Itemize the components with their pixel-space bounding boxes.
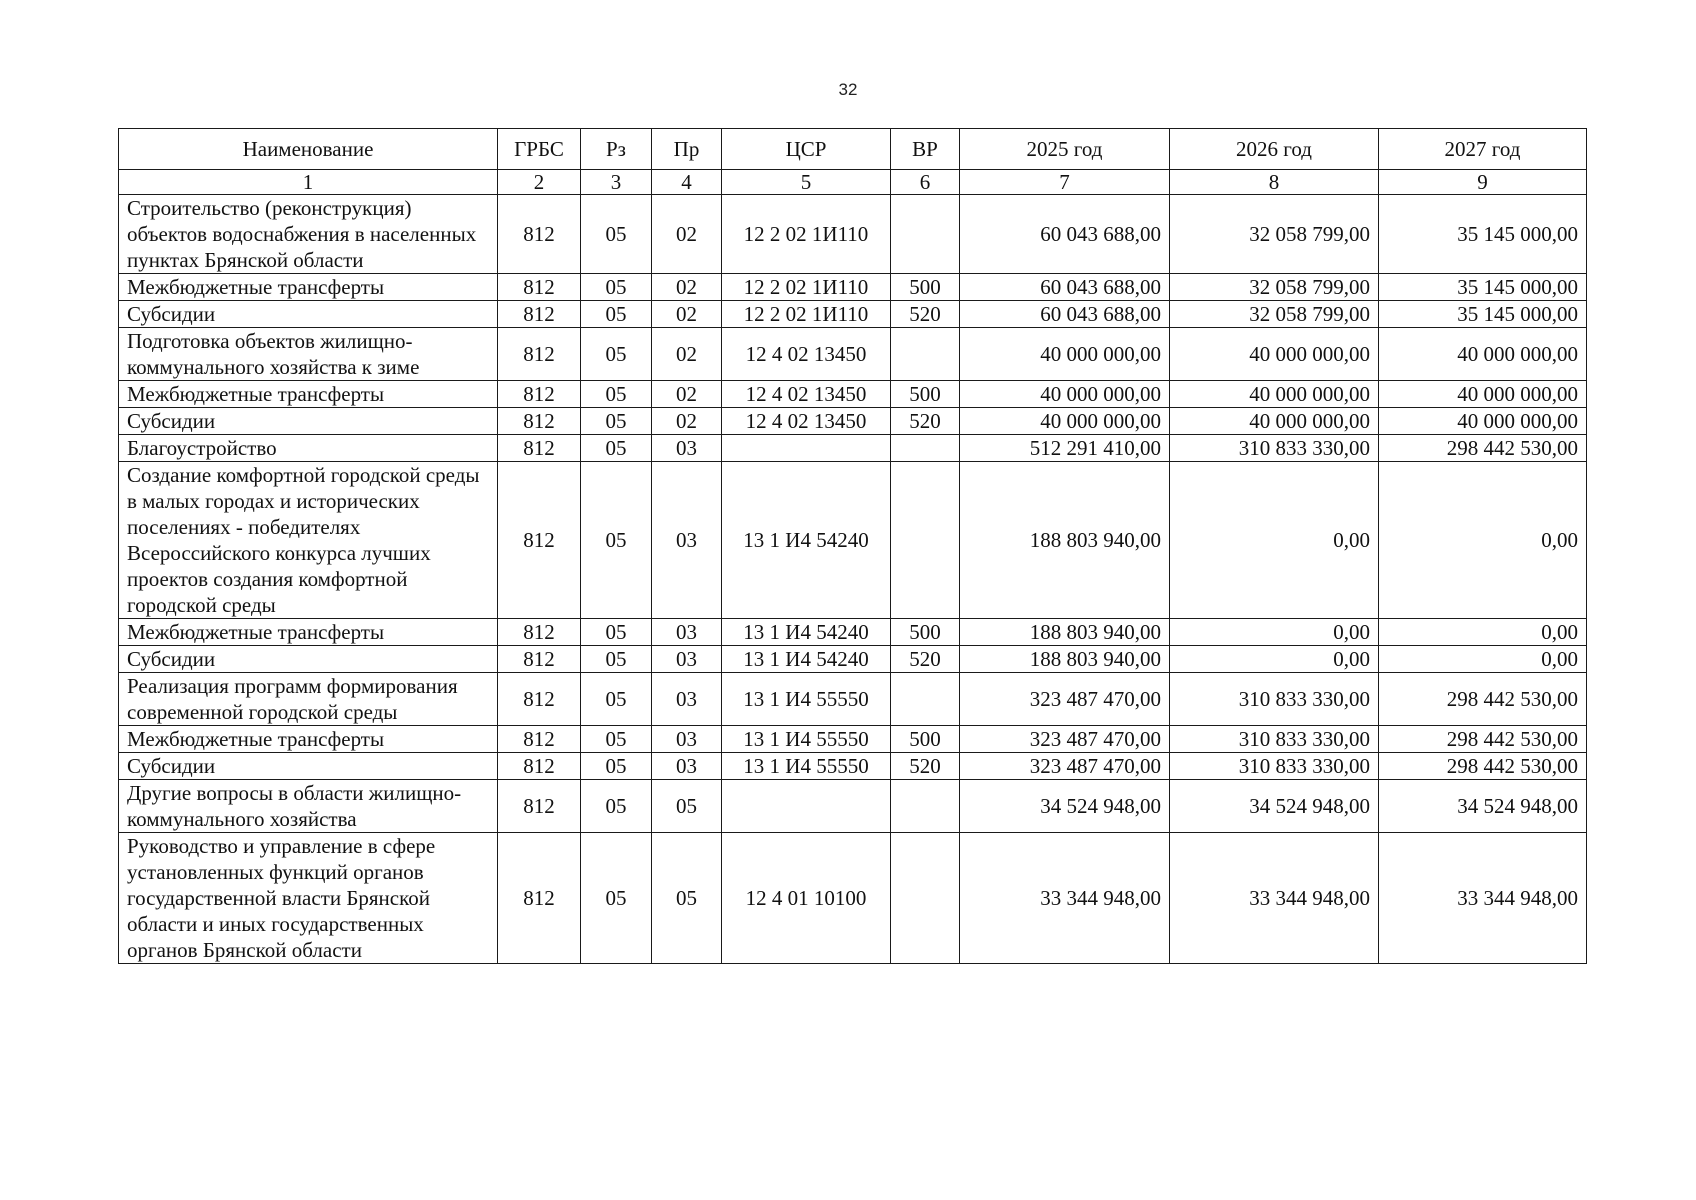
row-2026-cell: 32 058 799,00 bbox=[1170, 274, 1379, 301]
col-header-vr: ВР bbox=[891, 129, 960, 170]
row-2025-cell: 323 487 470,00 bbox=[960, 726, 1170, 753]
row-grbs-cell: 812 bbox=[498, 195, 581, 274]
row-2027-cell: 298 442 530,00 bbox=[1379, 753, 1587, 780]
row-grbs-cell: 812 bbox=[498, 435, 581, 462]
row-grbs-cell: 812 bbox=[498, 780, 581, 833]
row-rz-cell: 05 bbox=[581, 753, 652, 780]
col-number: 1 bbox=[119, 170, 498, 195]
row-rz-cell: 05 bbox=[581, 408, 652, 435]
row-2026-cell: 32 058 799,00 bbox=[1170, 195, 1379, 274]
row-vr-cell: 500 bbox=[891, 726, 960, 753]
table-row bbox=[119, 195, 1587, 274]
row-2027-cell: 35 145 000,00 bbox=[1379, 274, 1587, 301]
row-grbs-cell: 812 bbox=[498, 833, 581, 964]
row-name-cell: Межбюджетные трансферты bbox=[119, 274, 498, 301]
row-2027-cell: 0,00 bbox=[1379, 646, 1587, 673]
row-name-cell: Другие вопросы в области жилищно-коммунального хозяйства bbox=[119, 780, 498, 833]
row-rz-cell: 05 bbox=[581, 381, 652, 408]
col-header-csr: ЦСР bbox=[722, 129, 891, 170]
table-row bbox=[119, 328, 1587, 381]
row-csr-cell bbox=[722, 435, 891, 462]
row-2027-cell: 33 344 948,00 bbox=[1379, 833, 1587, 964]
row-name-cell: Межбюджетные трансферты bbox=[119, 726, 498, 753]
row-2026-cell: 40 000 000,00 bbox=[1170, 381, 1379, 408]
row-rz-cell: 05 bbox=[581, 195, 652, 274]
row-csr-cell: 12 2 02 1И110 bbox=[722, 301, 891, 328]
row-csr-cell: 12 2 02 1И110 bbox=[722, 195, 891, 274]
row-vr-cell bbox=[891, 780, 960, 833]
row-2026-cell: 32 058 799,00 bbox=[1170, 301, 1379, 328]
row-rz-cell: 05 bbox=[581, 619, 652, 646]
row-2027-cell: 298 442 530,00 bbox=[1379, 435, 1587, 462]
row-2025-cell: 512 291 410,00 bbox=[960, 435, 1170, 462]
row-vr-cell bbox=[891, 673, 960, 726]
row-2027-cell: 0,00 bbox=[1379, 462, 1587, 619]
row-name-cell: Субсидии bbox=[119, 646, 498, 673]
row-2025-cell: 188 803 940,00 bbox=[960, 646, 1170, 673]
row-2026-cell: 40 000 000,00 bbox=[1170, 408, 1379, 435]
table-row bbox=[119, 619, 1587, 646]
row-rz-cell: 05 bbox=[581, 462, 652, 619]
row-csr-cell: 13 1 И4 55550 bbox=[722, 673, 891, 726]
row-name-cell: Субсидии bbox=[119, 301, 498, 328]
row-name-cell: Субсидии bbox=[119, 408, 498, 435]
row-2027-cell: 40 000 000,00 bbox=[1379, 381, 1587, 408]
row-2026-cell: 0,00 bbox=[1170, 619, 1379, 646]
row-vr-cell: 500 bbox=[891, 619, 960, 646]
budget-table bbox=[118, 128, 1587, 964]
row-2026-cell: 0,00 bbox=[1170, 646, 1379, 673]
col-header-rz: Рз bbox=[581, 129, 652, 170]
col-header-grbs: ГРБС bbox=[498, 129, 581, 170]
row-rz-cell: 05 bbox=[581, 646, 652, 673]
row-2027-cell: 0,00 bbox=[1379, 619, 1587, 646]
row-pr-cell: 02 bbox=[652, 381, 722, 408]
row-2027-cell: 298 442 530,00 bbox=[1379, 726, 1587, 753]
column-number-row bbox=[119, 170, 1587, 195]
row-name-cell: Субсидии bbox=[119, 753, 498, 780]
row-pr-cell: 03 bbox=[652, 646, 722, 673]
row-name-cell: Строительство (реконструкция) объектов водоснабжения в населенных пунктах Брянской области bbox=[119, 195, 498, 274]
row-grbs-cell: 812 bbox=[498, 274, 581, 301]
row-vr-cell: 520 bbox=[891, 408, 960, 435]
row-2025-cell: 40 000 000,00 bbox=[960, 328, 1170, 381]
row-pr-cell: 03 bbox=[652, 753, 722, 780]
table-row bbox=[119, 753, 1587, 780]
table-row bbox=[119, 833, 1587, 964]
table-row bbox=[119, 408, 1587, 435]
col-number: 2 bbox=[498, 170, 581, 195]
row-csr-cell: 13 1 И4 54240 bbox=[722, 462, 891, 619]
row-csr-cell: 12 4 02 13450 bbox=[722, 381, 891, 408]
table-row bbox=[119, 780, 1587, 833]
row-2026-cell: 40 000 000,00 bbox=[1170, 328, 1379, 381]
row-vr-cell bbox=[891, 435, 960, 462]
row-pr-cell: 05 bbox=[652, 833, 722, 964]
row-name-cell: Межбюджетные трансферты bbox=[119, 619, 498, 646]
row-2025-cell: 34 524 948,00 bbox=[960, 780, 1170, 833]
row-name-cell: Руководство и управление в сфере установленных функций органов государственной власти Брянской области и иных государственных органов Брянской области bbox=[119, 833, 498, 964]
col-number: 6 bbox=[891, 170, 960, 195]
row-pr-cell: 02 bbox=[652, 195, 722, 274]
row-grbs-cell: 812 bbox=[498, 726, 581, 753]
col-number: 3 bbox=[581, 170, 652, 195]
row-2026-cell: 33 344 948,00 bbox=[1170, 833, 1379, 964]
row-2026-cell: 0,00 bbox=[1170, 462, 1379, 619]
row-2026-cell: 310 833 330,00 bbox=[1170, 753, 1379, 780]
row-name-cell: Реализация программ формирования современной городской среды bbox=[119, 673, 498, 726]
row-pr-cell: 05 bbox=[652, 780, 722, 833]
row-pr-cell: 02 bbox=[652, 328, 722, 381]
row-grbs-cell: 812 bbox=[498, 328, 581, 381]
row-csr-cell: 13 1 И4 54240 bbox=[722, 619, 891, 646]
row-rz-cell: 05 bbox=[581, 726, 652, 753]
row-rz-cell: 05 bbox=[581, 328, 652, 381]
row-vr-cell: 520 bbox=[891, 753, 960, 780]
row-csr-cell: 12 4 01 10100 bbox=[722, 833, 891, 964]
row-rz-cell: 05 bbox=[581, 780, 652, 833]
row-pr-cell: 03 bbox=[652, 673, 722, 726]
row-grbs-cell: 812 bbox=[498, 462, 581, 619]
row-pr-cell: 03 bbox=[652, 435, 722, 462]
table-row bbox=[119, 462, 1587, 619]
row-2027-cell: 35 145 000,00 bbox=[1379, 195, 1587, 274]
row-rz-cell: 05 bbox=[581, 833, 652, 964]
table-row bbox=[119, 381, 1587, 408]
row-2027-cell: 298 442 530,00 bbox=[1379, 673, 1587, 726]
row-vr-cell: 500 bbox=[891, 381, 960, 408]
row-name-cell: Благоустройство bbox=[119, 435, 498, 462]
col-number: 7 bbox=[960, 170, 1170, 195]
row-2025-cell: 188 803 940,00 bbox=[960, 462, 1170, 619]
col-header-name: Наименование bbox=[119, 129, 498, 170]
table-row bbox=[119, 646, 1587, 673]
row-grbs-cell: 812 bbox=[498, 301, 581, 328]
row-rz-cell: 05 bbox=[581, 274, 652, 301]
col-number: 5 bbox=[722, 170, 891, 195]
row-2025-cell: 40 000 000,00 bbox=[960, 381, 1170, 408]
row-2025-cell: 60 043 688,00 bbox=[960, 195, 1170, 274]
row-csr-cell: 12 2 02 1И110 bbox=[722, 274, 891, 301]
row-grbs-cell: 812 bbox=[498, 753, 581, 780]
row-2026-cell: 34 524 948,00 bbox=[1170, 780, 1379, 833]
table-row bbox=[119, 673, 1587, 726]
row-2025-cell: 60 043 688,00 bbox=[960, 301, 1170, 328]
col-header-2027: 2027 год bbox=[1379, 129, 1587, 170]
row-2025-cell: 40 000 000,00 bbox=[960, 408, 1170, 435]
table-row bbox=[119, 274, 1587, 301]
row-csr-cell: 13 1 И4 55550 bbox=[722, 753, 891, 780]
row-csr-cell: 13 1 И4 55550 bbox=[722, 726, 891, 753]
row-grbs-cell: 812 bbox=[498, 673, 581, 726]
row-pr-cell: 03 bbox=[652, 462, 722, 619]
row-rz-cell: 05 bbox=[581, 673, 652, 726]
row-csr-cell: 13 1 И4 54240 bbox=[722, 646, 891, 673]
col-number: 4 bbox=[652, 170, 722, 195]
row-2027-cell: 40 000 000,00 bbox=[1379, 328, 1587, 381]
row-2026-cell: 310 833 330,00 bbox=[1170, 673, 1379, 726]
row-2025-cell: 323 487 470,00 bbox=[960, 673, 1170, 726]
row-2025-cell: 323 487 470,00 bbox=[960, 753, 1170, 780]
row-vr-cell bbox=[891, 328, 960, 381]
row-pr-cell: 02 bbox=[652, 301, 722, 328]
row-vr-cell: 500 bbox=[891, 274, 960, 301]
row-grbs-cell: 812 bbox=[498, 381, 581, 408]
row-vr-cell bbox=[891, 195, 960, 274]
row-pr-cell: 02 bbox=[652, 408, 722, 435]
row-csr-cell bbox=[722, 780, 891, 833]
table-row bbox=[119, 726, 1587, 753]
table-row bbox=[119, 301, 1587, 328]
row-pr-cell: 03 bbox=[652, 619, 722, 646]
row-name-cell: Межбюджетные трансферты bbox=[119, 381, 498, 408]
row-rz-cell: 05 bbox=[581, 435, 652, 462]
row-pr-cell: 02 bbox=[652, 274, 722, 301]
row-vr-cell bbox=[891, 462, 960, 619]
row-rz-cell: 05 bbox=[581, 301, 652, 328]
col-header-pr: Пр bbox=[652, 129, 722, 170]
table-row bbox=[119, 435, 1587, 462]
row-csr-cell: 12 4 02 13450 bbox=[722, 408, 891, 435]
row-2027-cell: 34 524 948,00 bbox=[1379, 780, 1587, 833]
row-name-cell: Создание комфортной городской среды в малых городах и исторических поселениях - победителях Всероссийского конкурса лучших проектов создания комфортной городской среды bbox=[119, 462, 498, 619]
row-2025-cell: 33 344 948,00 bbox=[960, 833, 1170, 964]
row-grbs-cell: 812 bbox=[498, 646, 581, 673]
row-vr-cell bbox=[891, 833, 960, 964]
col-number: 9 bbox=[1379, 170, 1587, 195]
row-grbs-cell: 812 bbox=[498, 408, 581, 435]
col-number: 8 bbox=[1170, 170, 1379, 195]
row-2027-cell: 35 145 000,00 bbox=[1379, 301, 1587, 328]
row-grbs-cell: 812 bbox=[498, 619, 581, 646]
row-2026-cell: 310 833 330,00 bbox=[1170, 726, 1379, 753]
col-header-2026: 2026 год bbox=[1170, 129, 1379, 170]
row-vr-cell: 520 bbox=[891, 646, 960, 673]
row-vr-cell: 520 bbox=[891, 301, 960, 328]
row-csr-cell: 12 4 02 13450 bbox=[722, 328, 891, 381]
row-2025-cell: 188 803 940,00 bbox=[960, 619, 1170, 646]
row-pr-cell: 03 bbox=[652, 726, 722, 753]
col-header-2025: 2025 год bbox=[960, 129, 1170, 170]
row-2027-cell: 40 000 000,00 bbox=[1379, 408, 1587, 435]
page-number: 32 bbox=[838, 80, 858, 99]
row-2025-cell: 60 043 688,00 bbox=[960, 274, 1170, 301]
row-2026-cell: 310 833 330,00 bbox=[1170, 435, 1379, 462]
header-row bbox=[119, 129, 1587, 170]
row-name-cell: Подготовка объектов жилищно-коммунального хозяйства к зиме bbox=[119, 328, 498, 381]
